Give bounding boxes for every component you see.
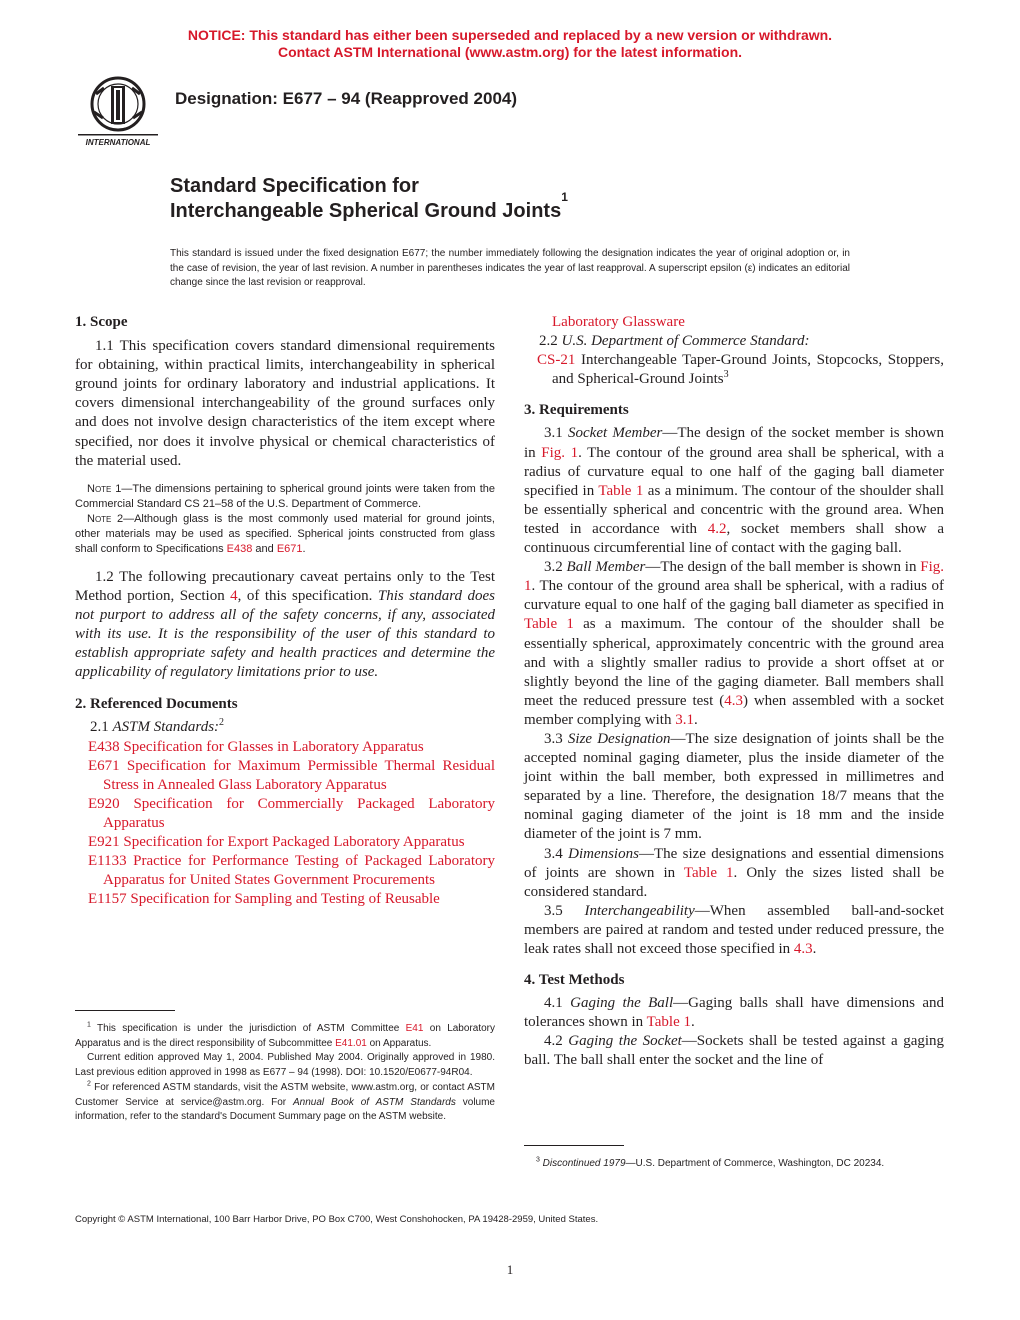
- refdocs-heading: 2. Referenced Documents: [75, 696, 238, 713]
- ref-title[interactable]: Specification for Maximum Permissible Thermal Residual Stress in Annealed Glass Laboratory Apparatus: [103, 757, 496, 793]
- ref-title[interactable]: Specification for Commercially Packaged Laboratory Apparatus: [103, 795, 495, 831]
- refdocs-2-2: 2.2 U.S. Department of Commerce Standard:: [539, 333, 810, 350]
- ref-title[interactable]: Specification for Export Packaged Laboratory Apparatus: [123, 833, 465, 850]
- link-4-2[interactable]: 4.2: [707, 520, 727, 537]
- ref-title[interactable]: Practice for Performance Testing of Packaged Laboratory Apparatus for United States Government Procurements: [103, 853, 495, 889]
- link-table-1[interactable]: Table 1: [646, 1014, 691, 1031]
- link-e671[interactable]: E671: [88, 757, 120, 774]
- ref-e1133: [75, 852, 495, 890]
- ref-e1157: [75, 890, 495, 909]
- notice-line-2: Contact ASTM International (www.astm.org) for the latest information.: [277, 44, 743, 60]
- ref-e1157-continuation[interactable]: Laboratory Glassware: [552, 314, 685, 330]
- scope-heading: 1. Scope: [75, 314, 128, 330]
- link-cs21[interactable]: CS-21: [537, 352, 576, 369]
- astm-standards-list: [75, 738, 495, 910]
- ref-e921: [75, 833, 495, 852]
- link-fig-1[interactable]: Fig. 1: [524, 559, 944, 595]
- issuance-statement: This standard is issued under the fixed designation E677; the number immediately following the designation indicates the year of original adoption or, in the case of revision, the year of last revision. A number in parentheses indicates the year of last reapproval. A superscript epsilon (ε) indicates an editorial change since the last revision or reapproval.: [170, 248, 850, 288]
- link-e41[interactable]: E41: [405, 1023, 424, 1034]
- note-2: Note 2—Although glass is the most commonly used material for ground joints, other materials may be used as specified. Spherical joints constructed from glass shall conform to Specifications E438 and E671.: [75, 512, 495, 555]
- link-e671[interactable]: E671: [276, 542, 303, 555]
- astm-logo-icon: [76, 74, 160, 148]
- designation: Designation: E677 – 94 (Reapproved 2004): [175, 89, 518, 108]
- ref-e1157-continued: [524, 313, 944, 332]
- refdocs-2-1: 2.1 ASTM Standards:$^2$: [90, 717, 225, 736]
- supersession-notice: [0, 27, 1020, 61]
- footnotes-left: [75, 1010, 495, 1125]
- link-e438[interactable]: E438: [88, 738, 120, 755]
- link-table-1[interactable]: Table 1: [524, 616, 574, 633]
- left-column: [75, 313, 495, 909]
- requirements-heading: 3. Requirements: [524, 402, 629, 419]
- link-3-1[interactable]: 3.1: [675, 711, 694, 728]
- title-footnote-mark: 1: [561, 190, 568, 204]
- link-4-3[interactable]: 4.3: [724, 692, 743, 709]
- astm-logo: [76, 74, 160, 148]
- title-line-1: Standard Specification for: [170, 175, 419, 197]
- scope-1-2: 1.2 The following precautionary caveat pertains only to the Test Method portion, Section 4, of this specification. This standard does not purport to address all of the safety concerns, if any, associated with its use. It is the responsibility of the user of this standard to establish appropriate safety and health practices and determine the applicability of regulatory limitations prior to use.: [75, 568, 495, 681]
- link-e1157[interactable]: E1157: [88, 891, 127, 908]
- link-e1133[interactable]: E1133: [88, 853, 127, 870]
- logo-caption: INTERNATIONAL: [85, 138, 151, 147]
- ref-cs21: CS-21 Interchangeable Taper-Ground Joints, Stopcocks, Stoppers, and Spherical-Ground Joints$^3$: [537, 352, 944, 388]
- title-line-2: Interchangeable Spherical Ground Joints$^1$: [170, 190, 568, 222]
- ref-e920: [75, 795, 495, 833]
- footnote-2: $^2$ For referenced ASTM standards, visit the ASTM website, www.astm.org, or contact ASTM Customer Service at service@astm.org. For Annual Book of ASTM Standards volume information, refer to the standard's Document Summary page on the ASTM website.: [75, 1080, 495, 1123]
- link-table-1[interactable]: Table 1: [598, 482, 644, 499]
- link-section-4[interactable]: 4: [230, 587, 238, 604]
- footnotes-right: [524, 1145, 944, 1172]
- ref-title[interactable]: Specification for Glasses in Laboratory Apparatus: [123, 738, 424, 755]
- link-e438[interactable]: E438: [226, 542, 253, 555]
- footnote-3: $^3$ Discontinued 1979—U.S. Department of Commerce, Washington, DC 20234.: [536, 1156, 885, 1169]
- req-3-3: 3.3 Size Designation—The size designation of joints shall be the accepted nominal gaging diameter, plus the inside diameter of the joint within the ball member, both expressed in millimetres and separated by a line. Therefore, the designation 18/7 means that the nominal gaging diameter of the joint is 18 mm and the inside diameter of the joint is 7 mm.: [524, 730, 944, 843]
- link-e920[interactable]: E920: [88, 795, 120, 812]
- ref-e671: [75, 757, 495, 795]
- req-3-1: 3.1 Socket Member—The design of the socket member is shown in Fig. 1. The contour of the ground area shall be spherical, with a radius of curvature equal to one half of the gaging ball diameter specified in Table 1 as a minimum. The contour of the shoulder shall be essentially spherical and concentric with the ground area. When tested in accordance with 4.2, socket members shall show a continuous circumferential line of contact with the gaging ball.: [524, 425, 945, 557]
- copyright: Copyright © ASTM International, 100 Barr Harbor Drive, PO Box C700, West Conshohocken, PA 19428-2959, United States.: [75, 1214, 599, 1225]
- test-4-2: 4.2 Gaging the Socket—Sockets shall be tested against a gaging ball. The ball shall enter the socket and the line of: [524, 1033, 945, 1069]
- page-number: 1: [506, 1262, 514, 1277]
- req-3-4: 3.4 Dimensions—The size designations and essential dimensions of joints are shown in Table 1. Only the sizes listed shall be considered standard.: [524, 845, 945, 900]
- link-table-1[interactable]: Table 1: [683, 864, 734, 881]
- req-3-5: 3.5 Interchangeability—When assembled ball-and-socket members are paired at random and tested under reduced pressure, the leak rates shall not exceed those specified in 4.3.: [524, 902, 944, 957]
- note-1: Note 1—The dimensions pertaining to spherical ground joints were taken from the Commercial Standard CS 21–58 of the U.S. Department of Commerce.: [75, 482, 495, 510]
- footnote-1: $^1$ This specification is under the jurisdiction of ASTM Committee E41 on Laboratory Apparatus and is the direct responsibility of Subcommittee E41.01 on Apparatus.: [75, 1021, 495, 1049]
- link-e921[interactable]: E921: [88, 833, 120, 850]
- ref-e438: [75, 738, 495, 757]
- document-title: [170, 174, 568, 224]
- notice-line-1: NOTICE: This standard has either been superseded and replaced by a new version or withdrawn.: [187, 27, 833, 43]
- req-3-2: 3.2 Ball Member—The design of the ball member is shown in Fig. 1. The contour of the ground area shall be spherical, with a radius of curvature equal to one half of the gaging ball diameter as specified in Table 1 as a maximum. The contour of the shoulder shall be essentially spherical, approximately concentric with the ground area and with a slightly smaller radius to provide a short offset at or slightly beyond the line of the gaging diameter. Ball members shall meet the reduced pressure test (4.3) when assembled with a socket member complying with 3.1.: [524, 559, 944, 728]
- test-methods-heading: 4. Test Methods: [524, 972, 625, 989]
- right-column: [524, 313, 944, 1071]
- link-e41-01[interactable]: E41.01: [335, 1037, 367, 1049]
- link-4-3[interactable]: 4.3: [793, 941, 813, 957]
- scope-1-1: 1.1 This specification covers standard dimensional requirements for obtaining, within practical limits, interchangeability in spherical ground joints for ordinary laboratory and industrial applications. It covers dimensional interchangeability of the ground surfaces only and does not involve design characteristics of the item except where specified, nor does it involve physical or chemical characteristics of the material used.: [75, 338, 495, 469]
- ref-title[interactable]: Specification for Sampling and Testing of Reusable: [130, 891, 440, 908]
- test-4-1: 4.1 Gaging the Ball—Gaging balls shall have dimensions and tolerances shown in Table 1.: [524, 995, 945, 1031]
- footnote-1-edition: Current edition approved May 1, 2004. Published May 2004. Originally approved in 1980. Last previous edition approved in 1998 as E677 – 94 (1998). DOI: 10.1520/E0677-94R04.: [75, 1052, 495, 1079]
- link-fig-1[interactable]: Fig. 1: [541, 444, 579, 461]
